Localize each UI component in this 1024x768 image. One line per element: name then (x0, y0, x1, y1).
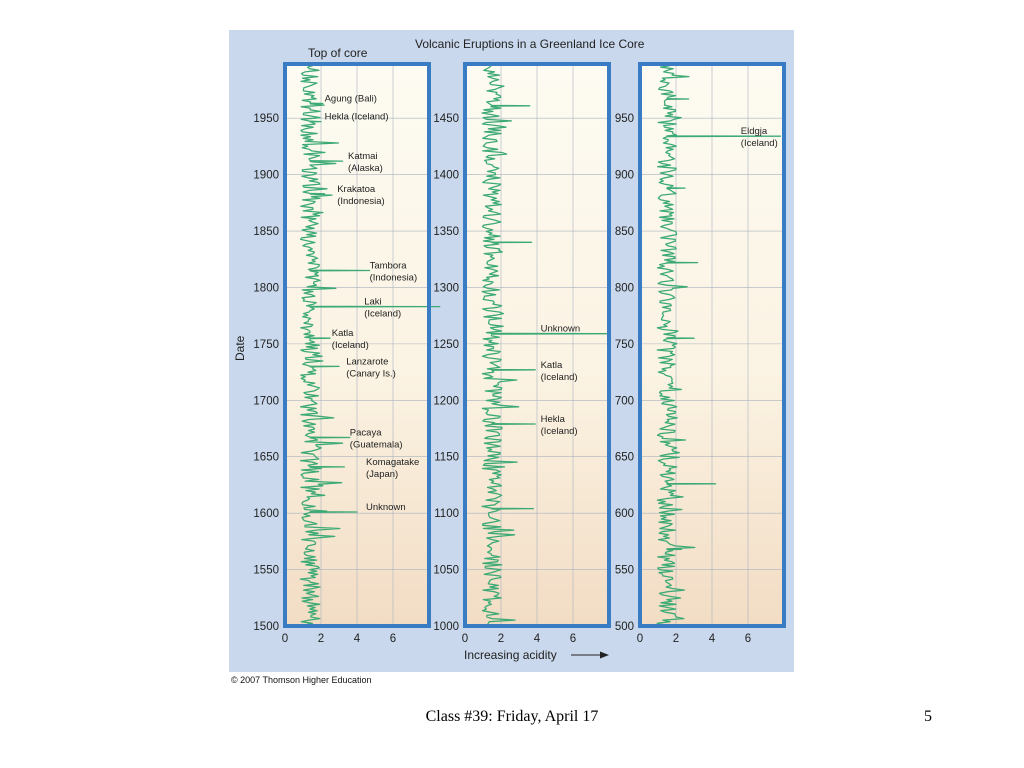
y-tick-label: 1050 (433, 564, 459, 577)
eruption-annotation (325, 93, 377, 104)
y-tick-label: 1900 (253, 169, 279, 182)
core-panel-3 (615, 64, 784, 645)
x-tick-label: 4 (708, 633, 716, 645)
annotation-text: Pacaya (349, 427, 382, 439)
copyright-notice: © 2007 Thomson Higher Education (231, 675, 372, 685)
y-tick-label: 750 (614, 338, 634, 351)
x-axis-label: Increasing acidity (464, 648, 557, 662)
x-tick-label: 2 (317, 633, 325, 645)
x-tick-label: 4 (353, 633, 361, 645)
x-tick-label: 6 (389, 633, 397, 645)
y-tick-label: 1750 (253, 338, 279, 351)
annotation-text: Unknown (366, 502, 406, 514)
y-tick-label: 1300 (433, 282, 459, 295)
annotation-text: Krakatoa (337, 183, 376, 195)
annotation-text: Katmai (348, 151, 378, 163)
y-tick-label: 550 (614, 564, 634, 577)
top-of-core-label: Top of core (308, 46, 368, 60)
y-tick-label: 1950 (253, 113, 279, 126)
figure (229, 30, 794, 672)
annotation-text: Laki (364, 296, 382, 308)
y-tick-label: 1650 (253, 451, 279, 464)
y-tick-label: 1550 (253, 564, 279, 577)
annotation-text: (Iceland) (364, 308, 402, 320)
x-tick-label: 4 (533, 633, 541, 645)
annotation-text: Katla (331, 328, 354, 340)
annotation-text: Eldgja (740, 126, 768, 138)
y-tick-label: 1600 (253, 508, 279, 521)
acidity-arrow-head (600, 652, 609, 659)
chart-title: Volcanic Eruptions in a Greenland Ice Core (415, 37, 645, 51)
y-tick-label: 1850 (253, 226, 279, 239)
annotation-text: Agung (Bali) (324, 93, 377, 105)
annotation-text: (Indonesia) (369, 272, 418, 284)
y-tick-label: 1100 (434, 508, 459, 521)
annotation-text: (Guatemala) (349, 439, 403, 451)
annotation-text: Lanzarote (346, 356, 389, 368)
x-tick-label: 0 (636, 633, 644, 645)
annotation-text: (Indonesia) (337, 195, 385, 207)
x-tick-label: 2 (672, 633, 680, 645)
slide-footer: Class #39: Friday, April 17 (425, 708, 599, 725)
annotation-text: Hekla (Iceland) (324, 111, 389, 123)
x-tick-label: 0 (281, 633, 289, 645)
x-tick-label: 6 (744, 633, 752, 645)
y-tick-label: 950 (614, 113, 634, 126)
annotation-text: Tambora (369, 260, 407, 272)
y-tick-label: 1400 (433, 169, 459, 182)
annotation-text: (Iceland) (540, 425, 578, 437)
annotation-text: (Iceland) (331, 340, 369, 352)
y-axis-label: Date (233, 335, 247, 361)
eruption-annotation (346, 356, 396, 379)
y-tick-label: 850 (614, 226, 634, 239)
y-tick-label: 1000 (433, 621, 459, 633)
annotation-text: Unknown (540, 323, 581, 335)
annotation-text: (Alaska) (348, 163, 383, 175)
y-tick-label: 1500 (253, 621, 279, 633)
annotation-text: (Iceland) (540, 371, 578, 383)
y-tick-label: 1150 (434, 451, 459, 464)
annotation-text: Hekla (540, 413, 565, 425)
y-tick-label: 1450 (433, 113, 459, 126)
page-number: 5 (924, 708, 932, 725)
annotation-text: (Canary Is.) (346, 368, 396, 380)
y-tick-label: 1350 (433, 226, 459, 239)
x-tick-label: 2 (497, 633, 505, 645)
eruption-annotation (541, 324, 581, 335)
annotation-text: Katla (540, 359, 563, 371)
y-tick-label: 1700 (253, 395, 279, 408)
eruption-annotation (325, 112, 389, 123)
x-tick-label: 6 (569, 633, 577, 645)
annotation-text: (Japan) (366, 468, 399, 480)
y-tick-label: 900 (614, 169, 634, 182)
y-tick-label: 1200 (433, 395, 459, 408)
annotation-text: Komagatake (366, 456, 420, 468)
y-tick-label: 1800 (253, 282, 279, 295)
annotation-text: (Iceland) (740, 138, 778, 150)
y-tick-label: 700 (614, 395, 634, 408)
x-tick-label: 0 (461, 633, 469, 645)
core-panel-1 (253, 64, 439, 645)
y-tick-label: 650 (614, 451, 634, 464)
y-tick-label: 1250 (433, 338, 459, 351)
y-tick-label: 600 (614, 508, 634, 521)
y-tick-label: 800 (614, 282, 634, 295)
eruption-annotation (366, 502, 406, 513)
core-panel-2 (433, 64, 609, 645)
ice-core-chart (229, 30, 794, 672)
y-tick-label: 500 (614, 621, 634, 633)
